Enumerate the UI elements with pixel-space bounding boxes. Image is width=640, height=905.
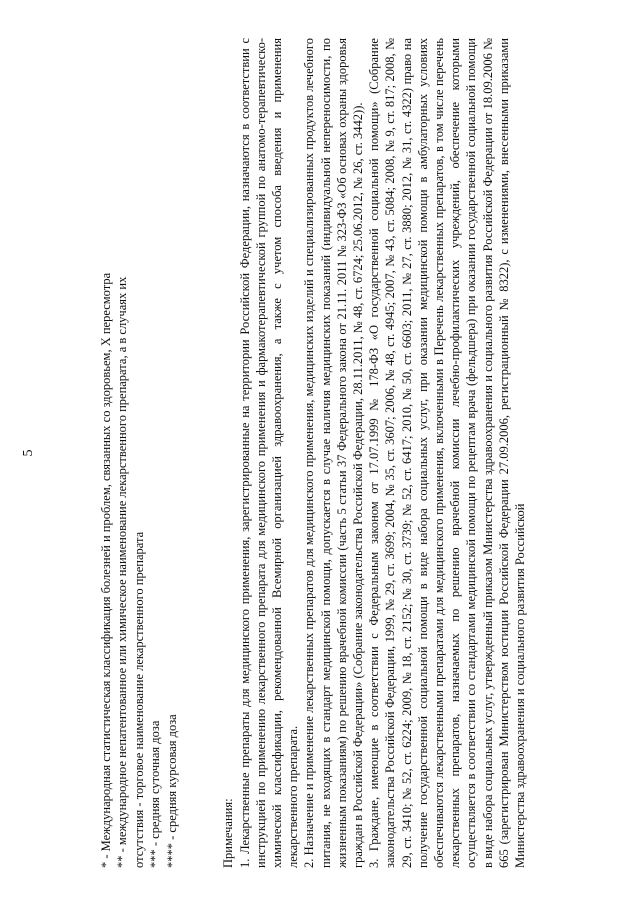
page-number: 5 [21, 449, 36, 456]
footnotes [98, 38, 180, 868]
notes-heading: Примечания: [221, 797, 236, 868]
notes-section [220, 38, 528, 868]
note-1: 1. Лекарственные препараты для медицинского применения, зарегистрированные на территории Российской Федерации, назначаются в соответствии с инструкцией по применению лекарственного препарата для медицинского применения и фармакотерапевтической группой по анатомо-терапевтическо-химической классификации, рекомендованной Всемирной организацией здравоохранения, а также с учетом способа введения и применения лекарственного препарата. [237, 37, 301, 868]
rotated-page [20, 38, 620, 868]
footnote-trade-name: отсутствия - торговое наименование лекарственного препарата [131, 531, 146, 868]
footnote-icd: * - Международная статистическая классификация болезней и проблем, связанных со здоровьем, X пересмотра [99, 272, 113, 868]
note-2: 2. Назначение и применение лекарственных препаратов для медицинского применения, медицинских изделий и специализированных продуктов лечебного питания, не входящих в стандарт медицинской помощи, допускается в случае наличия медицинских показаний (индивидуальной непереносимости, по жизненным показаниям) по решению врачебной комиссии (часть 5 статьи 37 Федерального закона от 21.11. 2011 № 323-ФЗ «Об основах охраны здоровья граждан в Российской Федерации» (Собрание законодательства Российской Федерации, 28.11.2011, № 48, ст. 6724; 25.06.2012, № 26, ст. 3442)). [302, 37, 365, 868]
footnote-inn: ** - международное непатентованное или химическое наименование лекарственного препарата, а в случаях их [115, 276, 130, 868]
footnote-daily-dose: *** - средняя суточная доза [148, 720, 163, 868]
note-3: 3. Граждане, имеющие в соответствии с Федеральным законом от 17.07.1999 № 178-ФЗ «О государственной социальной помощи» (Собрание законодательства Российской Федерации, 1999, № 29, ст. 3699; 2004, № 35, ст. 3607; 2006, № 48, ст. 4945; 2007, № 43, ст. 5084; 2008, № 9, ст. 817; 2008, № 29, ст. 3410; № 52, ст. 6224; 2009, № 18, ст. 2152; № 30, ст. 3739; № 52, ст. 6417; 2010, № 50, ст. 6603; 2011, № 27, ст. 3880; 2012, № 31, ст. 4322) право на получение государственной социальной помощи в виде набора социальных услуг, при оказании медицинской помощи в амбулаторных условиях обеспечиваются лекарственными препаратами для медицинского применения, включенными в Перечень лекарственных препаратов, в том числе перечень лекарственных препаратов, назначаемых по решению врачебной комиссии лечебно-профилактических учреждений, обеспечение которыми осуществляется в соответствии со стандартами медицинской помощи по рецептам врача (фельдшера) при оказании государственной социальной помощи в виде набора социальных услуг, утвержденный приказом Министерства здравоохранения и социального развития Российской Федерации от 18.09.2006 № 665 (зарегистрирован Министерством юстиции Российской Федерации 27.09.2006, регистрационный № 8322), с изменениями, внесенными приказами Министерства здравоохранения и социального развития Российской [367, 37, 527, 868]
footnote-course-dose: **** - средняя курсовая доза [164, 713, 179, 868]
